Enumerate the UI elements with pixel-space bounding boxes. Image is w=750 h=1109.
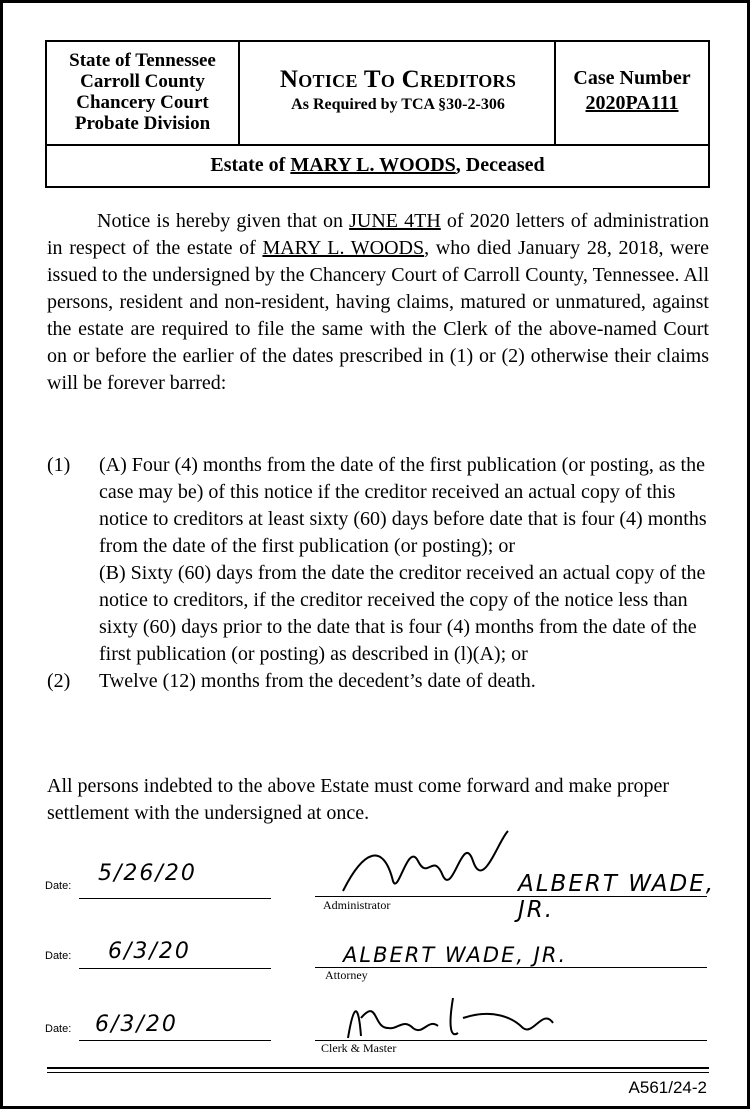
date-label: Date: <box>45 950 72 962</box>
signature-line <box>315 967 707 968</box>
form-code: A561/24-2 <box>628 1078 707 1097</box>
court-line: Chancery Court <box>76 92 209 113</box>
clerk-signature <box>333 988 573 1048</box>
role-label: Attorney <box>325 968 368 982</box>
item-number: (2) <box>47 670 71 692</box>
case-number: 2020PA111 <box>585 92 679 114</box>
item-1b: (B) Sixty (60) days from the date the creditor received an actual copy of the notice to creditors, if the creditor received the copy of the notice less than sixty (60) days prior to the date that is four (4) months from the date of the first publication (or posting) as described in (l)(A); or <box>99 562 706 665</box>
letters-date: JUNE 4TH <box>349 210 441 232</box>
closing-paragraph: All persons indebted to the above Estate must come forward and make proper settlement with the undersigned at once. <box>47 775 670 824</box>
text: , who died January 28, 2018, were issued to the undersigned by the Chancery Court of Carroll County, Tennessee. All persons, resident and non-resident, having claims, matured or unmatured, against the estate are required to file the same with the Clerk of the above-named Court on or before the earlier of the dates prescribed in (1) or (2) otherwise their claims will be forever barred: <box>47 237 709 394</box>
decedent-name: MARY L. WOODS <box>262 237 425 259</box>
notice-paragraph <box>47 208 709 397</box>
estate-suffix: , Deceased <box>455 154 545 176</box>
court-info <box>47 42 240 144</box>
item-1a: (A) Four (4) months from the date of the first publication (or posting, as the case may be) of this notice if the creditor received an actual copy of this notice to creditors at least sixty (60) days before date that is four (4) months from the date of the first publication (or posting); or <box>99 454 707 557</box>
text: of 2020 letters of administration in respect of the estate of <box>47 210 709 259</box>
role-label: Administrator <box>323 898 391 912</box>
case-cell <box>556 42 708 144</box>
signature-line <box>315 896 707 897</box>
date-value-handwritten: 6/3/20 <box>95 1012 178 1037</box>
title-cell <box>242 42 556 144</box>
deadline-item-1 <box>47 452 712 668</box>
administrator-name-handwritten: ALBERT WADE, JR. <box>518 871 716 923</box>
date-line <box>79 1040 271 1041</box>
footer-rule <box>47 1072 709 1073</box>
text: Notice is hereby given that on <box>97 210 350 232</box>
date-value-handwritten: 5/26/20 <box>98 861 197 886</box>
administrator-signature <box>333 821 533 901</box>
footer-rule <box>47 1067 709 1069</box>
estate-prefix: Estate of <box>210 154 291 176</box>
date-label: Date: <box>45 880 72 892</box>
court-line: Probate Division <box>74 113 211 134</box>
date-line <box>79 968 271 969</box>
estate-name: MARY L. WOODS <box>290 154 456 176</box>
court-line: Carroll County <box>80 71 205 92</box>
case-label: Case Number <box>573 67 691 89</box>
item-number: (1) <box>47 454 71 476</box>
court-line: State of Tennessee <box>69 50 216 71</box>
deadline-item-2 <box>47 668 712 695</box>
date-label: Date: <box>45 1023 72 1035</box>
estate-line <box>47 144 708 186</box>
document-title: Notice To Creditors <box>279 66 517 93</box>
document-subtitle: As Required by TCA §30-2-306 <box>291 96 505 113</box>
role-label: Clerk & Master <box>321 1041 397 1055</box>
claim-deadlines <box>47 452 712 695</box>
header-box <box>45 40 710 188</box>
item-2: Twelve (12) months from the decedent’s date of death. <box>99 670 536 692</box>
date-line <box>79 898 271 899</box>
date-value-handwritten: 6/3/20 <box>108 939 191 964</box>
attorney-name-handwritten: ALBERT WADE, JR. <box>343 943 568 967</box>
